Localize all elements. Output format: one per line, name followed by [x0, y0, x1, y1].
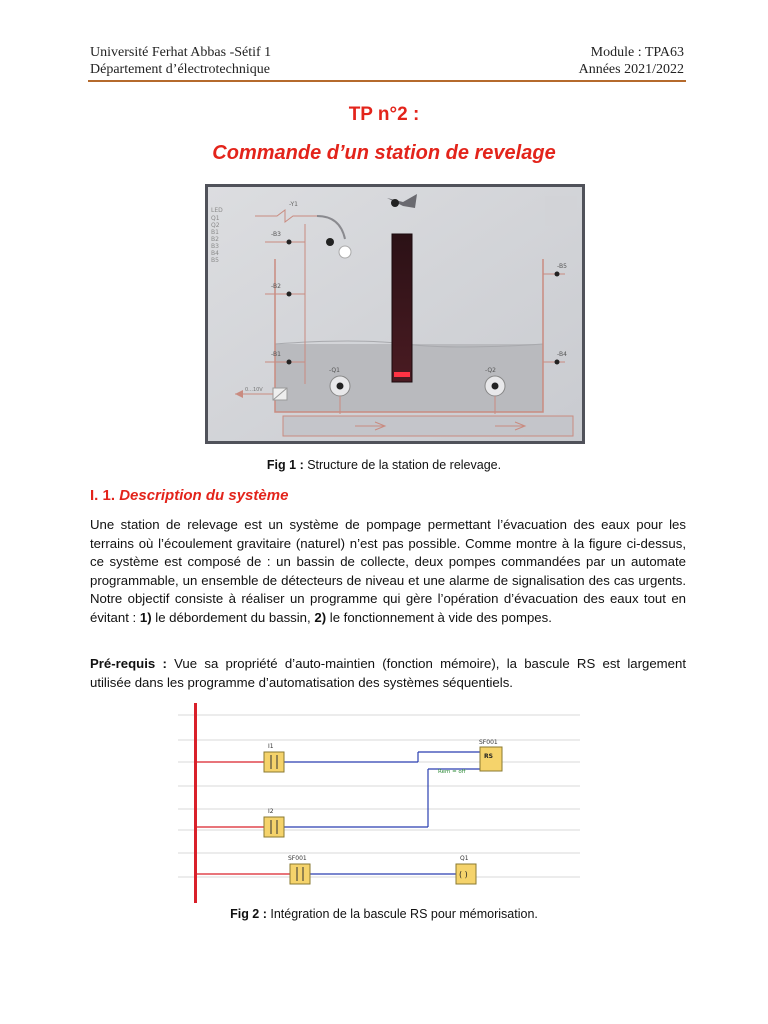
figure-2-caption — [0, 907, 768, 921]
description-text-3: le fonctionnement à vide des pompes. — [326, 609, 552, 625]
years-label: Années 2021/2022 — [578, 62, 684, 77]
header-right — [579, 44, 684, 78]
led-legend-item: Q2 — [211, 222, 220, 229]
page-title: TP n°2 : — [348, 104, 420, 125]
header-left — [90, 44, 271, 78]
page-subtitle: Commande d’un station de revelage — [212, 142, 556, 164]
valve-led — [326, 238, 334, 246]
contact-sf001-label: SF001 — [288, 855, 307, 862]
prerequisites-text: Vue sa propriété d’auto-maintien (fonction mémoire), la bascule RS est largement utilisée dans les programme d’automatisation des systèmes séquentiels. — [90, 656, 686, 690]
figure-2-caption-label: Fig 2 : — [230, 907, 267, 921]
panel-label-plate — [545, 196, 577, 226]
led-legend-item: B4 — [211, 250, 219, 257]
prerequisites-label: Pré-requis : — [90, 656, 167, 671]
description-bold-1: 1) — [139, 609, 152, 625]
contact-i1-label: I1 — [268, 743, 274, 750]
figure-1-caption — [0, 458, 768, 472]
pump-label-q2: -Q2 — [485, 367, 496, 374]
sensor-label-b2: -B2 — [271, 283, 281, 290]
description-paragraph — [90, 516, 686, 628]
coil-q1-label: Q1 — [460, 855, 469, 862]
contact-sf001 — [288, 855, 310, 884]
power-rail — [194, 703, 197, 903]
coil-symbol: ( ) — [459, 870, 468, 879]
university-name: Université Ferhat Abbas -Sétif 1 — [90, 45, 272, 60]
sensor-label-b5: -B5 — [557, 263, 567, 270]
pump-label-q1: -Q1 — [329, 367, 340, 374]
led-legend-item: B1 — [211, 229, 219, 236]
sensor-label-b1: -B1 — [271, 351, 281, 358]
header-divider — [88, 80, 686, 82]
section-heading — [90, 487, 288, 504]
description-bold-2: 2) — [314, 609, 327, 625]
section-title: Description du système — [119, 487, 289, 504]
led-legend-header: LED — [211, 207, 223, 214]
contact-i2-label: I2 — [268, 808, 274, 815]
analog-label: 0...10V — [245, 387, 263, 393]
description-text-2: le débordement du bassin, — [151, 609, 315, 625]
figure-1-caption-text: Structure de la station de relevage. — [303, 458, 502, 472]
led-legend-item: Q1 — [211, 215, 220, 222]
led-legend-item: B2 — [211, 236, 219, 243]
valve-label: -Y1 — [289, 201, 298, 208]
led-legend-item: B5 — [211, 257, 219, 264]
department-name: Département d’électrotechnique — [90, 62, 270, 77]
level-indicator-led — [394, 372, 410, 377]
outlet-channel — [283, 416, 573, 436]
figure-2-caption-text: Intégration de la bascule RS pour mémorisation. — [266, 907, 538, 921]
led-legend-item: B3 — [211, 243, 219, 250]
level-tube — [392, 234, 412, 382]
figure-1-station-schematic — [205, 184, 585, 444]
module-label: Module : TPA63 — [590, 45, 684, 60]
sensor-label-b4: -B4 — [557, 351, 567, 358]
figure-2-ladder-diagram — [178, 703, 580, 903]
section-number: I. 1. — [90, 487, 116, 504]
sensor-label-b3: -B3 — [271, 231, 281, 238]
figure-1-caption-label: Fig 1 : — [266, 458, 304, 472]
rs-remanence: Rem = off — [438, 769, 466, 775]
prerequisites-paragraph — [90, 655, 686, 692]
description-text-1: Une station de relevage est un système de pompage permettant l’évacuation des eaux pour les terrains où l’écoulement gravitaire (naturel) n’est pas possible. Comme montre à la figure ci-dessus, ce système est composé de : un bassin de collecte, deux pompes commandées par un automate programmable, un ensemble de détecteurs de niveau et une alarme de signalisation des cas urgents. Notre objectif consiste à réaliser un programme qui gère l’opération d’évacuation des eaux tout en évitant : — [90, 517, 686, 625]
rs-block-type: RS — [484, 753, 493, 760]
rs-block-name: SF001 — [479, 739, 498, 746]
